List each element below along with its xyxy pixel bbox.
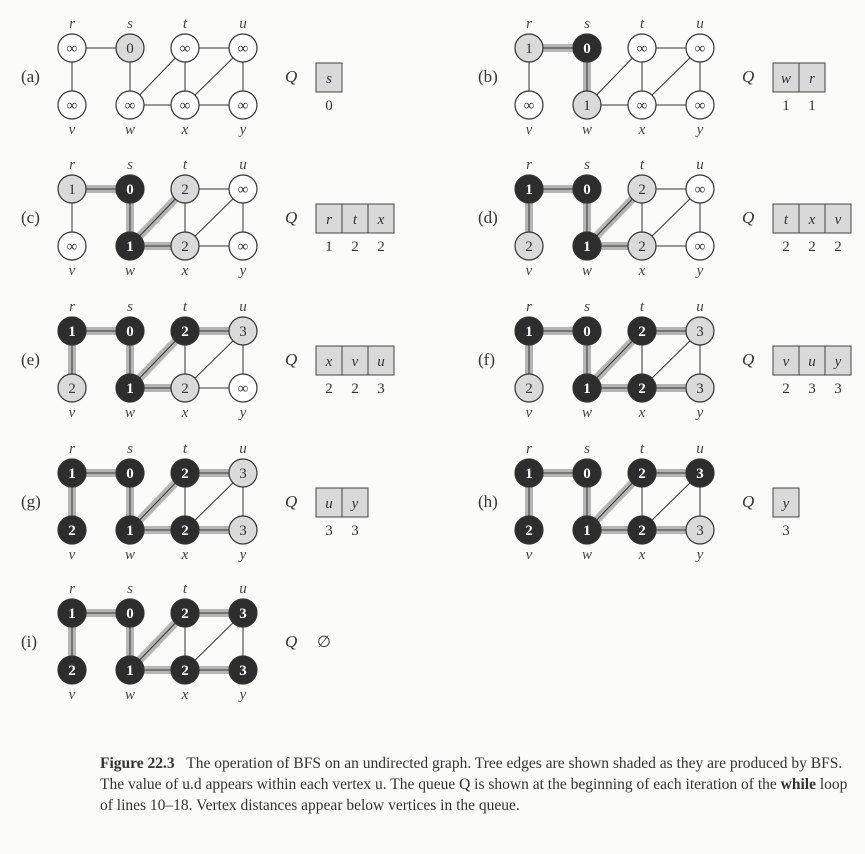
vertex-name-s: s <box>127 299 133 315</box>
vertex-name-r: r <box>526 157 532 173</box>
vertex-distance-s: 0 <box>126 466 134 482</box>
bfs-panel-3 <box>21 157 394 279</box>
vertex-name-r: r <box>526 16 532 32</box>
vertex-name-t: t <box>182 157 188 173</box>
vertex-name-x: x <box>181 547 189 563</box>
vertex-distance-s: 0 <box>583 466 591 482</box>
vertex-distance-r: 1 <box>68 466 76 482</box>
vertex-name-w: w <box>124 405 136 421</box>
panel-label: (h) <box>478 492 498 511</box>
panel-label: (i) <box>21 632 38 651</box>
queue-cell-distance: 2 <box>377 239 385 255</box>
vertex-distance-v: 2 <box>525 381 533 397</box>
caption-text-2: loop of lines 10–18. Vertex distances appear below vertices in the queue. <box>100 776 848 814</box>
vertex-name-v: v <box>525 547 533 563</box>
vertex-distance-y: ∞ <box>694 98 706 114</box>
queue-cell-vertex: u <box>325 496 333 512</box>
vertex-name-y: y <box>239 122 247 138</box>
figure-caption <box>100 753 852 816</box>
vertex-distance-u: ∞ <box>237 182 249 198</box>
vertex-name-u: u <box>696 299 704 315</box>
panel-label: (g) <box>21 492 41 511</box>
vertex-name-x: x <box>181 122 189 138</box>
vertex-name-v: v <box>68 687 76 703</box>
bfs-panel-1 <box>21 16 342 138</box>
queue-cell-vertex: u <box>377 354 385 370</box>
vertex-distance-t: ∞ <box>179 41 191 57</box>
vertex-distance-u: ∞ <box>237 41 249 57</box>
panel-label: (b) <box>478 67 498 86</box>
vertex-name-x: x <box>181 263 189 279</box>
vertex-name-y: y <box>239 405 247 421</box>
queue-label: Q <box>285 208 298 227</box>
vertex-distance-u: ∞ <box>694 182 706 198</box>
vertex-distance-y: 3 <box>696 523 704 539</box>
vertex-name-v: v <box>68 547 76 563</box>
panel-label: (f) <box>478 350 495 369</box>
vertex-distance-t: 2 <box>181 324 189 340</box>
caption-text-1: The operation of BFS on an undirected graph. Tree edges are shown shaded as they are produced by BFS. The value of u.d appears within each vertex u. The queue Q is shown at the beginning of each iteration of the <box>100 755 843 793</box>
queue-cell-vertex: w <box>780 71 792 87</box>
queue-cell-vertex: r <box>326 212 332 228</box>
vertex-name-s: s <box>584 299 590 315</box>
vertex-distance-v: ∞ <box>66 98 78 114</box>
queue-label: Q <box>285 350 298 369</box>
panel-label: (e) <box>21 350 40 369</box>
vertex-name-x: x <box>181 687 189 703</box>
vertex-distance-s: 0 <box>583 41 591 57</box>
vertex-name-y: y <box>239 687 247 703</box>
vertex-name-u: u <box>239 441 247 457</box>
vertex-name-t: t <box>639 157 645 173</box>
queue-cell-vertex: x <box>808 212 816 228</box>
vertex-distance-v: 2 <box>525 239 533 255</box>
vertex-distance-w: 1 <box>583 98 591 114</box>
vertex-distance-r: 1 <box>68 182 76 198</box>
vertex-name-t: t <box>182 581 188 597</box>
vertex-name-w: w <box>124 263 136 279</box>
vertex-name-y: y <box>696 547 704 563</box>
queue-cell-vertex: r <box>809 71 815 87</box>
bfs-panel-2 <box>478 16 825 138</box>
vertex-name-w: w <box>581 547 593 563</box>
vertex-distance-x: 2 <box>181 663 189 679</box>
vertex-distance-x: 2 <box>638 239 646 255</box>
vertex-distance-w: 1 <box>126 239 134 255</box>
queue-cell-distance: 2 <box>782 381 790 397</box>
vertex-name-s: s <box>127 441 133 457</box>
vertex-distance-t: 2 <box>638 324 646 340</box>
queue-label: Q <box>742 350 755 369</box>
vertex-distance-x: 2 <box>638 381 646 397</box>
queue-cell-distance: 1 <box>782 98 790 114</box>
vertex-distance-u: 3 <box>239 606 247 622</box>
vertex-distance-r: 1 <box>525 182 533 198</box>
vertex-name-t: t <box>182 441 188 457</box>
vertex-name-r: r <box>526 299 532 315</box>
queue-cell-distance: 3 <box>325 523 333 539</box>
vertex-name-t: t <box>639 16 645 32</box>
vertex-distance-v: 2 <box>68 663 76 679</box>
vertex-name-r: r <box>69 16 75 32</box>
vertex-distance-s: 0 <box>126 41 134 57</box>
vertex-distance-v: 2 <box>68 523 76 539</box>
vertex-distance-v: ∞ <box>523 98 535 114</box>
vertex-distance-u: 3 <box>239 324 247 340</box>
vertex-distance-x: 2 <box>638 523 646 539</box>
queue-cell-distance: 2 <box>325 381 333 397</box>
vertex-distance-t: 2 <box>181 182 189 198</box>
vertex-distance-y: ∞ <box>237 98 249 114</box>
queue-cell-distance: 3 <box>834 381 842 397</box>
vertex-distance-w: 1 <box>126 381 134 397</box>
vertex-name-u: u <box>696 16 704 32</box>
vertex-distance-v: 2 <box>525 523 533 539</box>
vertex-name-v: v <box>68 263 76 279</box>
queue-cell-distance: 2 <box>808 239 816 255</box>
vertex-distance-w: 1 <box>126 523 134 539</box>
vertex-name-v: v <box>525 263 533 279</box>
queue-cell-distance: 1 <box>325 239 333 255</box>
caption-bold-while: while <box>780 776 816 793</box>
queue-cell-vertex: x <box>325 354 333 370</box>
vertex-name-r: r <box>69 157 75 173</box>
vertex-distance-x: 2 <box>181 381 189 397</box>
vertex-name-s: s <box>584 441 590 457</box>
vertex-distance-s: 0 <box>583 182 591 198</box>
panel-label: (a) <box>21 67 40 86</box>
queue-cell-distance: 3 <box>808 381 816 397</box>
queue-cell-distance: 1 <box>808 98 816 114</box>
queue-cell-vertex: t <box>352 212 358 228</box>
vertex-name-x: x <box>638 122 646 138</box>
vertex-distance-v: 2 <box>68 381 76 397</box>
queue-cell-vertex: t <box>783 212 789 228</box>
vertex-distance-w: 1 <box>583 239 591 255</box>
vertex-name-w: w <box>124 547 136 563</box>
panel-label: (d) <box>478 208 498 227</box>
vertex-distance-y: ∞ <box>694 239 706 255</box>
queue-label: Q <box>285 492 298 511</box>
vertex-distance-t: 2 <box>181 466 189 482</box>
vertex-distance-t: ∞ <box>636 41 648 57</box>
vertex-name-s: s <box>127 581 133 597</box>
queue-cell-vertex: y <box>351 496 359 512</box>
queue-cell-vertex: x <box>377 212 385 228</box>
figure-label: Figure 22.3 <box>100 755 175 772</box>
vertex-distance-s: 0 <box>126 324 134 340</box>
queue-label: Q <box>742 208 755 227</box>
vertex-distance-r: 1 <box>68 324 76 340</box>
bfs-panel-8 <box>478 441 799 563</box>
vertex-name-t: t <box>639 299 645 315</box>
vertex-distance-y: 3 <box>239 663 247 679</box>
queue-cell-vertex: y <box>834 354 842 370</box>
vertex-distance-r: 1 <box>525 324 533 340</box>
bfs-panel-5 <box>21 299 394 421</box>
vertex-name-x: x <box>638 263 646 279</box>
queue-cell-vertex: y <box>782 496 790 512</box>
vertex-distance-t: 2 <box>638 466 646 482</box>
vertex-name-v: v <box>68 405 76 421</box>
vertex-name-s: s <box>584 16 590 32</box>
vertex-distance-t: 2 <box>181 606 189 622</box>
vertex-distance-r: 1 <box>525 41 533 57</box>
queue-cell-distance: 3 <box>351 523 359 539</box>
vertex-name-r: r <box>69 581 75 597</box>
vertex-name-r: r <box>526 441 532 457</box>
vertex-name-r: r <box>69 441 75 457</box>
queue-label: Q <box>285 67 298 86</box>
vertex-name-u: u <box>239 299 247 315</box>
vertex-name-y: y <box>239 263 247 279</box>
vertex-distance-x: ∞ <box>179 98 191 114</box>
vertex-name-x: x <box>638 547 646 563</box>
vertex-name-u: u <box>696 157 704 173</box>
queue-cell-vertex: s <box>326 71 332 87</box>
vertex-distance-y: 3 <box>239 523 247 539</box>
vertex-distance-w: 1 <box>126 663 134 679</box>
vertex-name-t: t <box>182 299 188 315</box>
vertex-name-u: u <box>239 16 247 32</box>
queue-cell-distance: 2 <box>834 239 842 255</box>
vertex-distance-u: 3 <box>239 466 247 482</box>
vertex-distance-x: 2 <box>181 523 189 539</box>
vertex-distance-y: ∞ <box>237 381 249 397</box>
vertex-name-w: w <box>581 263 593 279</box>
panel-label: (c) <box>21 208 40 227</box>
vertex-name-w: w <box>124 687 136 703</box>
vertex-distance-s: 0 <box>126 606 134 622</box>
queue-cell-distance: 3 <box>782 523 790 539</box>
vertex-distance-r: 1 <box>68 606 76 622</box>
vertex-distance-u: 3 <box>696 466 704 482</box>
vertex-distance-y: ∞ <box>237 239 249 255</box>
queue-cell-distance: 0 <box>325 98 333 114</box>
queue-cell-vertex: v <box>782 354 790 370</box>
bfs-panel-4 <box>478 157 851 279</box>
queue-empty-symbol: ∅ <box>317 634 331 651</box>
vertex-distance-u: 3 <box>696 324 704 340</box>
vertex-name-s: s <box>127 157 133 173</box>
vertex-distance-u: ∞ <box>694 41 706 57</box>
vertex-distance-w: ∞ <box>124 98 136 114</box>
vertex-name-v: v <box>68 122 76 138</box>
queue-label: Q <box>285 632 298 651</box>
vertex-distance-s: 0 <box>583 324 591 340</box>
queue-cell-distance: 2 <box>351 381 359 397</box>
vertex-name-x: x <box>181 405 189 421</box>
vertex-name-t: t <box>182 16 188 32</box>
queue-label: Q <box>742 67 755 86</box>
bfs-panel-7 <box>21 441 368 563</box>
vertex-name-v: v <box>525 122 533 138</box>
vertex-name-y: y <box>696 122 704 138</box>
queue-cell-vertex: v <box>351 354 359 370</box>
queue-cell-distance: 2 <box>351 239 359 255</box>
vertex-distance-v: ∞ <box>66 239 78 255</box>
vertex-name-s: s <box>584 157 590 173</box>
vertex-name-u: u <box>239 157 247 173</box>
queue-label: Q <box>742 492 755 511</box>
vertex-name-w: w <box>124 122 136 138</box>
vertex-distance-w: 1 <box>583 523 591 539</box>
vertex-distance-s: 0 <box>126 182 134 198</box>
vertex-distance-x: 2 <box>181 239 189 255</box>
vertex-name-x: x <box>638 405 646 421</box>
vertex-distance-w: 1 <box>583 381 591 397</box>
vertex-name-y: y <box>239 547 247 563</box>
vertex-name-y: y <box>696 405 704 421</box>
vertex-distance-y: 3 <box>696 381 704 397</box>
vertex-name-r: r <box>69 299 75 315</box>
vertex-distance-t: 2 <box>638 182 646 198</box>
vertex-distance-x: ∞ <box>636 98 648 114</box>
queue-cell-vertex: v <box>834 212 842 228</box>
bfs-panel-9 <box>21 581 331 703</box>
vertex-name-u: u <box>696 441 704 457</box>
bfs-panel-6 <box>478 299 851 421</box>
queue-cell-vertex: u <box>808 354 816 370</box>
vertex-distance-r: 1 <box>525 466 533 482</box>
vertex-name-t: t <box>639 441 645 457</box>
vertex-name-u: u <box>239 581 247 597</box>
queue-cell-distance: 3 <box>377 381 385 397</box>
vertex-distance-r: ∞ <box>66 41 78 57</box>
vertex-name-w: w <box>581 122 593 138</box>
vertex-name-w: w <box>581 405 593 421</box>
vertex-name-s: s <box>127 16 133 32</box>
vertex-name-v: v <box>525 405 533 421</box>
vertex-name-y: y <box>696 263 704 279</box>
queue-cell-distance: 2 <box>782 239 790 255</box>
